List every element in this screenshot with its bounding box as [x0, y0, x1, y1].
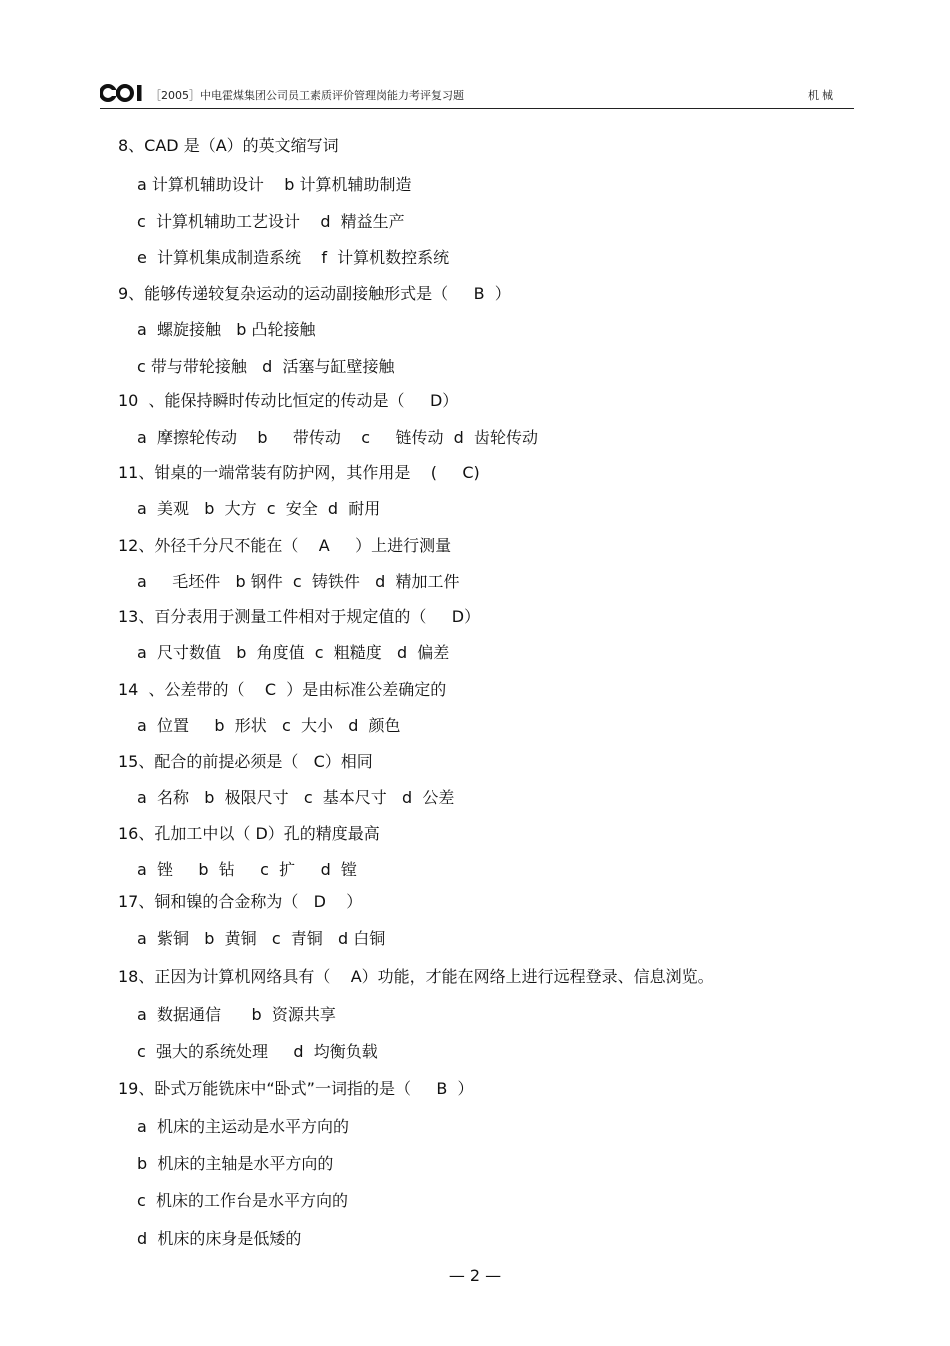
option-19-b: b 机床的主轴是水平方向的 — [137, 1154, 334, 1173]
option-19-d: d 机床的床身是低矮的 — [137, 1229, 302, 1248]
question-9: 9、能够传递较复杂运动的运动副接触形式是（ B ） — [118, 284, 511, 303]
question-18: 18、正因为计算机网络具有（ A）功能，才能在网络上进行远程登录、信息浏览。 — [118, 967, 714, 986]
options-8-c: e 计算机集成制造系统 f 计算机数控系统 — [137, 248, 450, 267]
options-13: a 尺寸数值 b 角度值 c 粗糙度 d 偏差 — [137, 643, 450, 662]
question-13: 13、百分表用于测量工件相对于规定值的（ D） — [118, 607, 481, 626]
options-11: a 美观 b 大方 c 安全 d 耐用 — [137, 499, 381, 518]
question-17: 17、铜和镍的合金称为（ D ） — [118, 892, 363, 911]
question-12: 12、外径千分尺不能在（ A ）上进行测量 — [118, 536, 452, 555]
question-15: 15、配合的前提必须是（ C）相同 — [118, 752, 373, 771]
options-14: a 位置 b 形状 c 大小 d 颜色 — [137, 716, 401, 735]
options-8-b: c 计算机辅助工艺设计 d 精益生产 — [137, 212, 405, 231]
question-14: 14 、公差带的（ C ）是由标准公差确定的 — [118, 680, 447, 699]
coi-logo-icon — [100, 82, 148, 104]
options-17: a 紫铜 b 黄铜 c 青铜 d 白铜 — [137, 929, 386, 948]
header-subject: 机械 — [808, 89, 836, 102]
question-11: 11、钳桌的一端常装有防护网，其作用是 ( C) — [118, 463, 480, 482]
question-10: 10 、能保持瞬时传动比恒定的传动是（ D） — [118, 391, 459, 410]
options-10: a 摩擦轮传动 b 带传动 c 链传动 d 齿轮传动 — [137, 428, 538, 447]
options-15: a 名称 b 极限尺寸 c 基本尺寸 d 公差 — [137, 788, 455, 807]
header-title: ［2005］中电霍煤集团公司员工素质评价管理岗能力考评复习题 — [150, 89, 464, 102]
options-16: a 锉 b 钻 c 扩 d 镗 — [137, 860, 357, 879]
option-19-c: c 机床的工作台是水平方向的 — [137, 1191, 348, 1210]
question-16: 16、孔加工中以（ D）孔的精度最高 — [118, 824, 380, 843]
page-header — [100, 82, 854, 109]
page-number: — 2 — — [448, 1266, 502, 1285]
question-8: 8、CAD 是（A）的英文缩写词 — [118, 136, 339, 155]
options-9-b: c 带与带轮接触 d 活塞与缸壁接触 — [137, 357, 395, 376]
options-8-a: a 计算机辅助设计 b 计算机辅助制造 — [137, 175, 412, 194]
options-12: a 毛坯件 b 钢件 c 铸铁件 d 精加工件 — [137, 572, 460, 591]
options-18-a: a 数据通信 b 资源共享 — [137, 1005, 336, 1024]
option-19-a: a 机床的主运动是水平方向的 — [137, 1117, 349, 1136]
options-9-a: a 螺旋接触 b 凸轮接触 — [137, 320, 316, 339]
question-19: 19、卧式万能铣床中“卧式”一词指的是（ B ） — [118, 1079, 474, 1098]
options-18-b: c 强大的系统处理 d 均衡负载 — [137, 1042, 378, 1061]
